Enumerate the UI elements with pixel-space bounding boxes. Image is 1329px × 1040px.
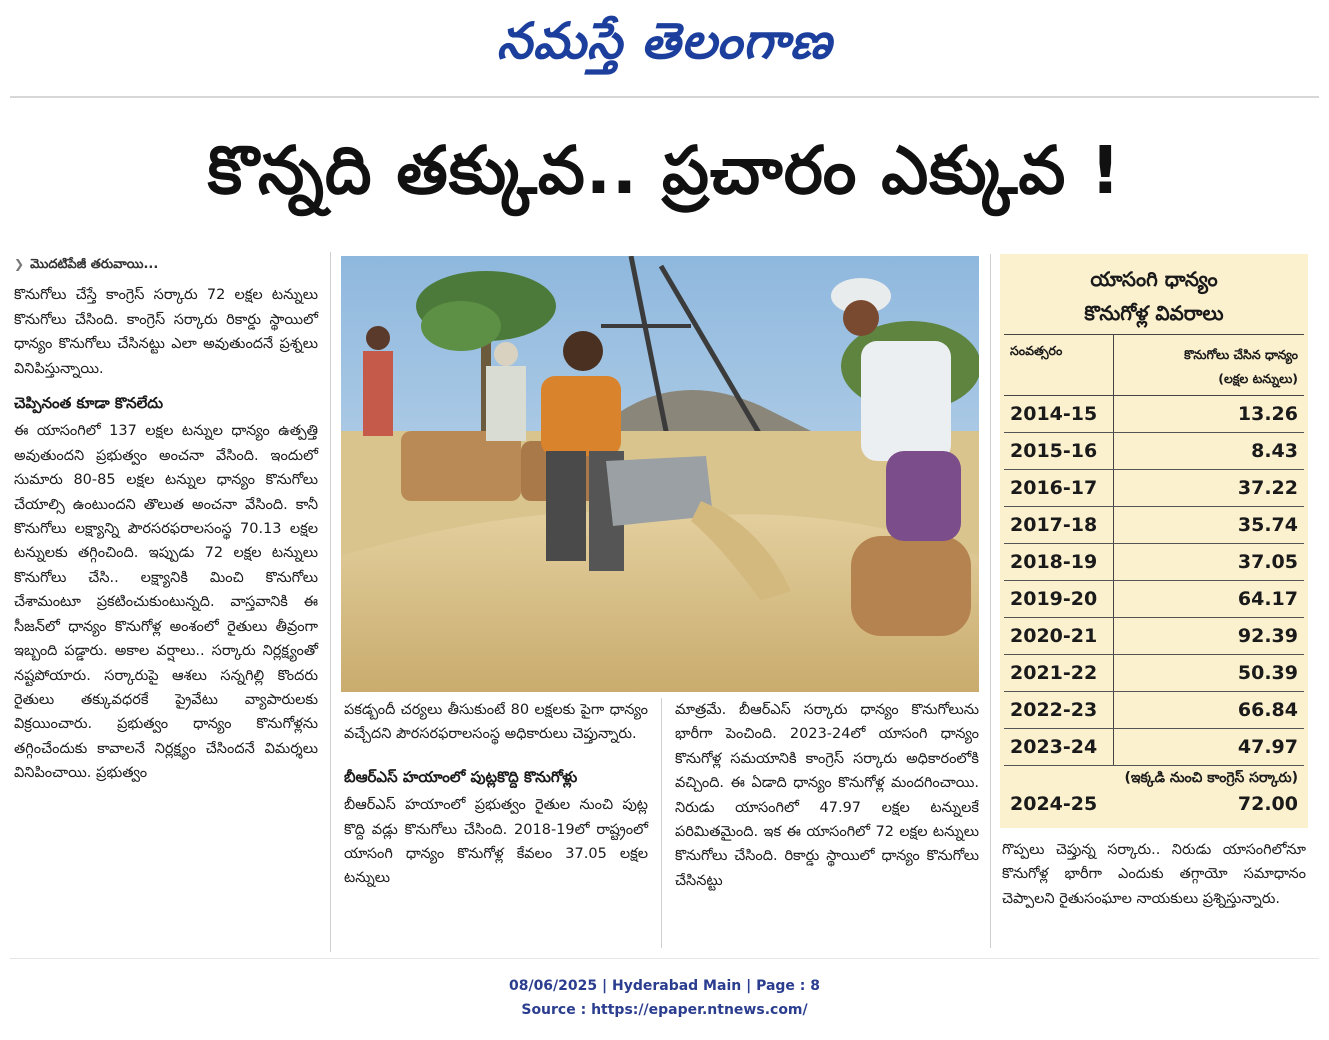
table-note: (ఇక్కడి నుంచి కాంగ్రెస్ సర్కారు): [1124, 770, 1298, 786]
continued-label: ❯ మొదటిపేజీ తరువాయి...: [14, 257, 159, 272]
table-header: [1004, 334, 1304, 396]
column-header-value: కొనుగోలు చేసిన ధాన్యం (లక్షల టన్నులు): [1184, 347, 1298, 386]
paragraph: కొనుగోలు చేస్తే కాంగ్రెస్ సర్కారు 72 లక్షల టన్నులు కొనుగోలు చేసింది. కాంగ్రెస్ సర్కారు రికార్డు స్థాయిలో ధాన్యం కొనుగోలు చేసినట్టు ఎలా అవుతుందనే ప్రశ్నలు వినిపిస్తున్నాయి.: [14, 287, 318, 377]
article-column-4: [1002, 838, 1306, 911]
paragraph: పకడ్బందీ చర్యలు తీసుకుంటే 80 లక్షలకు పైగా ధాన్యం వచ్చేదని పౌరసరఫరాలసంస్థ అధికారులు చెప్తున్నారు.: [344, 702, 648, 743]
column-header-year: సంవత్సరం: [1004, 335, 1114, 395]
table-row: 2014-15 13.26: [1004, 396, 1304, 433]
procurement-table-box: [1000, 254, 1308, 828]
table-row: 2022-23 66.84: [1004, 692, 1304, 729]
chevron-right-icon: ❯: [14, 257, 25, 271]
footer-source: Source : https://epaper.ntnews.com/: [521, 1002, 808, 1018]
table-row: 2017-18 35.74: [1004, 507, 1304, 544]
table-row: 2015-16 8.43: [1004, 433, 1304, 470]
footer-edition-info: 08/06/2025 | Hyderabad Main | Page : 8: [508, 978, 821, 994]
table-row: 2019-20 64.17: [1004, 581, 1304, 618]
subheading: చెప్పినంత కూడా కొనలేదు: [14, 394, 164, 413]
farmers-grain-illustration: [341, 256, 979, 692]
table-title: యాసంగి ధాన్యం కొనుగోళ్ల వివరాలు: [1084, 267, 1224, 325]
paragraph: మాత్రమే. బీఆర్‌ఎస్ సర్కారు ధాన్యం కొనుగోలును భారీగా పెంచింది. 2023-24లో యాసంగి ధాన్యం కొనుగోళ్ల సమయానికి కాంగ్రెస్ సర్కారు అధికారంలోకి వచ్చింది. ఈ ఏడాది ధాన్యం కొనుగోళ్ల మందగించాయి. నిరుడు యాసంగిలో 47.97 లక్షల టన్నులకే పరిమితమైంది. ఇక ఈ యాసంగిలో 72 లక్షల టన్నులు కొనుగోలు చేసింది. రికార్డు స్థాయిలో ధాన్యం కొనుగోలు చేసినట్టు: [675, 702, 979, 889]
news-photo-farmers-grain: [341, 256, 979, 692]
footer-divider: [10, 958, 1319, 959]
subheading: బీఆర్‌ఎస్ హయాంలో పుట్లకొద్ది కొనుగోళ్లు: [344, 767, 578, 786]
table-row-highlight: 2024-25 72.00: [1010, 793, 1298, 815]
paragraph: గొప్పలు చెప్తున్న సర్కారు.. నిరుడు యాసంగిలోనూ కొనుగోళ్ల భారీగా ఎందుకు తగ్గాయో సమాధానం చెప్పాలని రైతుసంఘాల నాయకులు ప్రశ్నిస్తున్నారు.: [1002, 842, 1306, 907]
paragraph: ఈ యాసంగిలో 137 లక్షల టన్నుల ధాన్యం ఉత్పత్తి అవుతుందని ప్రభుత్వం అంచనా వేసింది. ఇందులో సుమారు 80-85 లక్షల టన్నుల ధాన్యం కొనుగోలు చేయాల్సి ఉంటుందని తొలుత అంచనా వేసింది. కానీ కొనుగోలు లక్ష్యాన్ని పౌరసరఫరాలసంస్థ 70.13 లక్షల టన్నులకు తగ్గించింది. ఇప్పుడు 72 లక్షల టన్నులు కొనుగోలు చేసి.. లక్ష్యానికి మించి కొనుగోలు చేశామంటూ ప్రకటించుకుంటున్నది. వాస్తవానికి ఈ సీజన్‌లో ధాన్యం కొనుగోళ్ల అంశంలో రైతులు తీవ్రంగా ఇబ్బంది పడ్డారు. అకాల వర్షాలు.. సర్కారు నిర్లక్ష్యంతో నష్టపోయారు. సర్కారుపై ఆశలు సన్నగిల్లి కొందరు రైతులు తక్కువధరకే ప్రైవేటు వ్యాపారులకు విక్రయించారు. ప్రభుత్వం ధాన్యం కొనుగోళ్లను తగ్గించేందుకు కావాలనే నిర్లక్ష్యం చేసిందనే విమర్శలు వినిపించాయి. ప్రభుత్వం: [14, 423, 318, 782]
table-row: 2023-24 47.97: [1004, 729, 1304, 766]
table-row: 2016-17 37.22: [1004, 470, 1304, 507]
table-row: 2018-19 37.05: [1004, 544, 1304, 581]
article-column-3: [675, 698, 979, 893]
column-divider: [330, 252, 331, 952]
column-divider: [661, 698, 662, 948]
headline: కొన్నది తక్కువ.. ప్రచారం ఎక్కువ !: [207, 132, 1122, 209]
masthead-divider: [10, 96, 1319, 98]
masthead-logo: నమస్తే తెలంగాణ: [496, 11, 833, 70]
article-column-2: [344, 698, 648, 891]
column-divider: [990, 254, 991, 948]
table-row: 2020-21 92.39: [1004, 618, 1304, 655]
table-row: 2021-22 50.39: [1004, 655, 1304, 692]
paragraph: బీఆర్‌ఎస్ హయాంలో ప్రభుత్వం రైతుల నుంచి పుట్ల కొద్ది వడ్లు కొనుగోలు చేసింది. 2018-19లో రాష్ట్రంలో యాసంగి ధాన్యం కొనుగోళ్ల కేవలం 37.05 లక్షల టన్నులు: [344, 797, 648, 887]
article-column-1: [14, 252, 318, 786]
